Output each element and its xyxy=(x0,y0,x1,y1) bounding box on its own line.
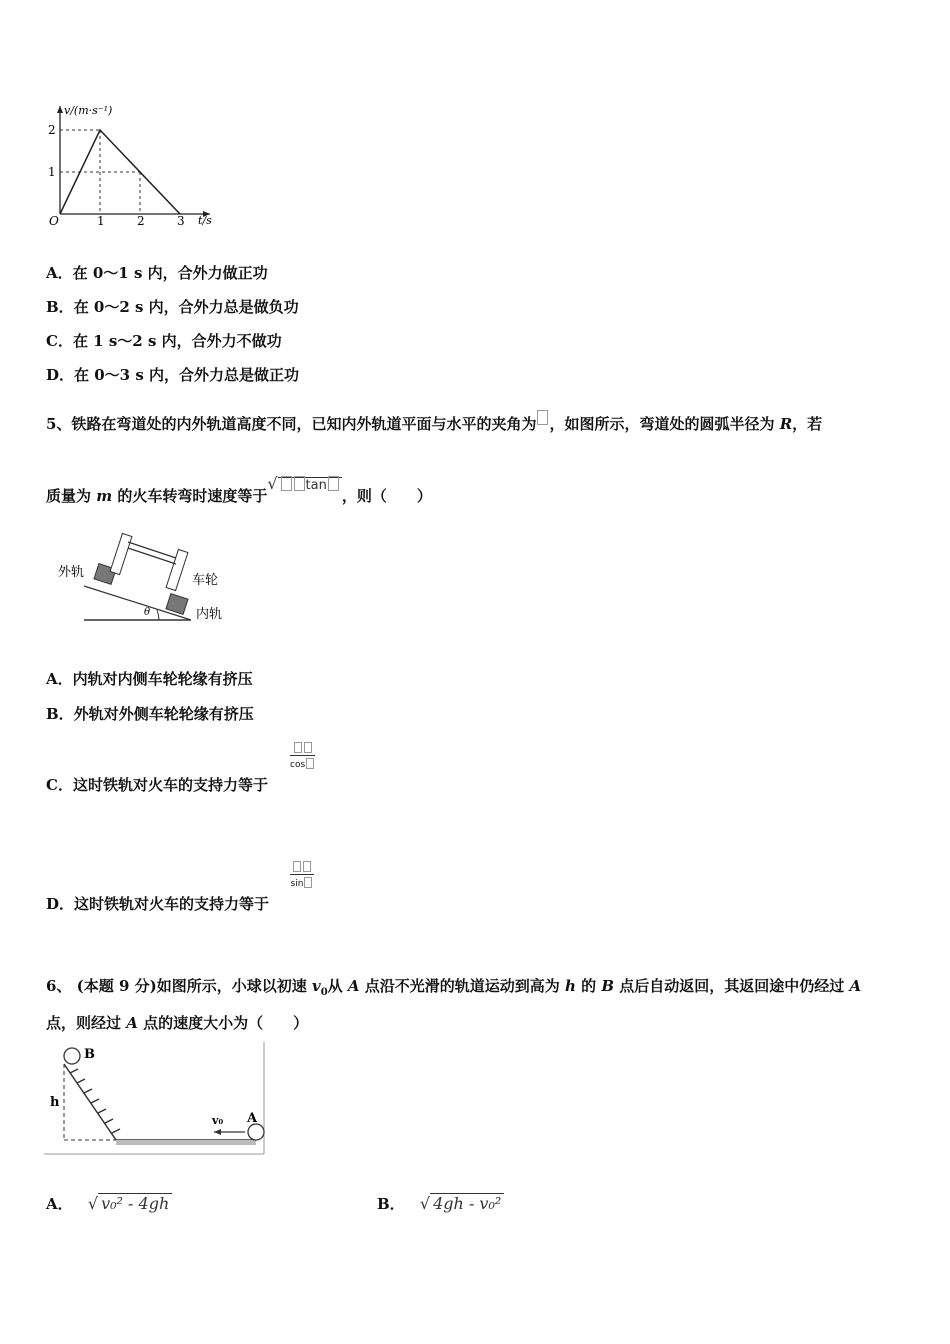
q6-stem-line2: 点，则经过 A 点的速度大小为（ ） xyxy=(46,1014,309,1032)
x-tick-3: 3 xyxy=(177,214,185,228)
q5-option-b: B．外轨对外侧车轮轮缘有挤压 xyxy=(46,705,254,723)
q5-option-c-fraction: cos xyxy=(290,742,315,770)
y-axis-arrow xyxy=(57,106,63,113)
q6-option-b: B． √ 4gh - v₀² xyxy=(377,1193,504,1214)
q5-option-d-fraction: sin xyxy=(290,861,314,889)
origin-label: O xyxy=(49,214,59,228)
q5-option-c: C．这时铁轨对火车的支持力等于 xyxy=(46,776,268,794)
outer-rail-label: 外轨 xyxy=(58,565,85,580)
theta-label: θ xyxy=(144,607,151,618)
vt-graph xyxy=(44,100,224,232)
q5-option-d: D．这时铁轨对火车的支持力等于 xyxy=(46,895,270,913)
x-tick-1: 1 xyxy=(97,214,105,228)
q6-stem-line1: 6、 (本题 9 分)如图所示，小球以初速 $v_0$从 A 点沿不光滑的轨道运动到高为 h 的 B 点后自动返回，其返回途中仍经过 A xyxy=(46,977,862,998)
wheel-label: 车轮 xyxy=(192,573,219,588)
ball-b xyxy=(64,1048,80,1064)
q4-option-b: B．在 0～2 s 内，合外力总是做负功 xyxy=(46,298,299,316)
q4-option-c: C．在 1 s～2 s 内，合外力不做功 xyxy=(46,332,282,350)
y-tick-2: 2 xyxy=(48,123,56,137)
y-tick-1: 1 xyxy=(48,165,56,179)
q6-option-a: A． √ v₀² - 4gh xyxy=(46,1193,172,1214)
ball-a xyxy=(248,1124,264,1140)
incline-figure xyxy=(44,1042,268,1158)
label-b: B xyxy=(84,1047,95,1062)
label-v0: v₀ xyxy=(212,1114,224,1127)
q4-option-a: A．在 0～1 s 内，合外力做正功 xyxy=(46,264,268,282)
inner-rail-label: 内轨 xyxy=(196,607,223,622)
q5-stem-line2: 质量为 m 的火车转弯时速度等于√ tan，则（ ） xyxy=(46,474,432,505)
sqrt-expression: √ tan xyxy=(267,474,342,493)
railway-figure xyxy=(56,520,236,630)
label-a: A xyxy=(247,1111,258,1126)
x-axis-label: t/s xyxy=(198,214,212,227)
q5-option-a: A．内轨对内侧车轮轮缘有挤压 xyxy=(46,670,253,688)
label-h: h xyxy=(50,1095,60,1110)
y-axis-label: v/(m·s⁻¹) xyxy=(64,104,113,117)
x-tick-2: 2 xyxy=(137,214,145,228)
q4-option-d: D．在 0～3 s 内，合外力总是做正功 xyxy=(46,366,300,384)
q5-stem-line1: 5、铁路在弯道处的内外轨道高度不同，已知内外轨道平面与水平的夹角为 ，如图所示，弯道处的圆弧半径为 R，若 xyxy=(46,410,822,434)
theta-placeholder xyxy=(537,410,548,425)
